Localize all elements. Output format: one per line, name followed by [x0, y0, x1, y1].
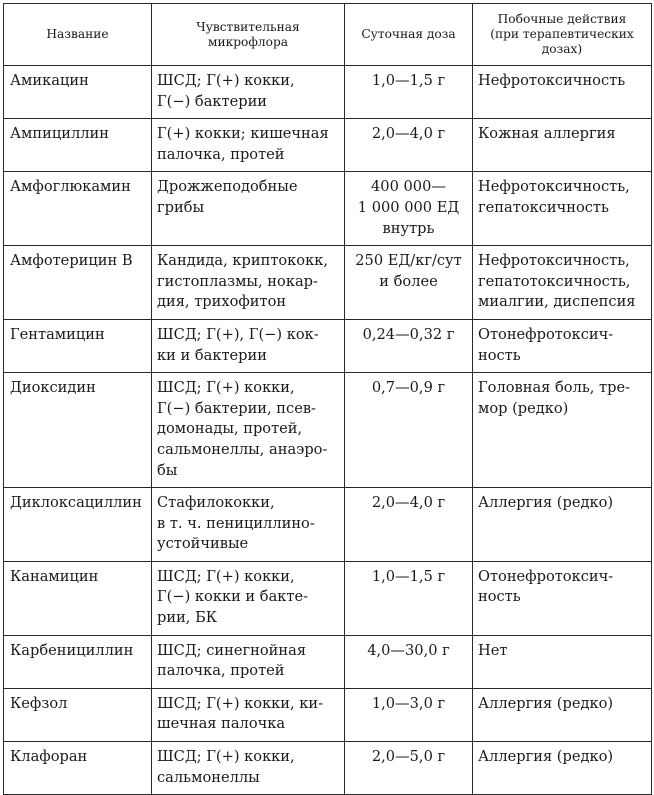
- side-effects-cell: [473, 319, 652, 372]
- cell-text-line: 2,0—4,0 г: [371, 125, 446, 143]
- side-effects-cell: [473, 119, 652, 172]
- microflora-cell: [152, 635, 345, 688]
- cell-text-line: Аллергия (редко): [478, 694, 614, 712]
- drug-name-cell: [4, 66, 152, 119]
- cell-text-line: 400 000—: [371, 178, 446, 196]
- cell-text-line: Нефротоксичность,: [478, 178, 630, 196]
- cell-text-line: 2,0—5,0 г: [371, 748, 446, 766]
- cell-text-line: 1 000 000 ЕД: [357, 198, 460, 216]
- drug-name-cell: [4, 172, 152, 246]
- table-row: [4, 66, 652, 119]
- cell-text-line: в т. ч. пенициллино-: [157, 514, 315, 532]
- cell-text-line: Г(−) бактерии, псев-: [157, 399, 316, 417]
- cell-text-line: Кожная аллергия: [478, 125, 616, 143]
- microflora-cell: [152, 119, 345, 172]
- daily-dose-cell: [345, 635, 473, 688]
- drug-name-cell: [4, 488, 152, 562]
- cell-text-line: 1,0—1,5 г: [371, 72, 446, 89]
- daily-dose-cell: [345, 488, 473, 562]
- table-row: [4, 119, 652, 172]
- cell-text-line: Карбенициллин: [10, 641, 134, 659]
- cell-text-line: шечная палочка: [157, 715, 286, 733]
- cell-text-line: ность: [478, 588, 521, 606]
- header-label-line: дозах): [541, 42, 583, 56]
- cell-text-line: Отонефротоксич-: [478, 567, 614, 585]
- cell-text-line: 4,0—30,0 г: [367, 641, 450, 659]
- cell-text-line: Канамицин: [10, 567, 99, 585]
- cell-text-line: палочка, протей: [157, 145, 285, 163]
- daily-dose-cell: [345, 373, 473, 488]
- cell-text-line: Нефротоксичность: [478, 72, 626, 89]
- cell-text-line: сальмонеллы, анаэро-: [157, 440, 328, 458]
- daily-dose-cell: [345, 561, 473, 635]
- microflora-cell: [152, 373, 345, 488]
- cell-text-line: Нефротоксичность,: [478, 252, 630, 270]
- table-row: [4, 172, 652, 246]
- table-row: [4, 488, 652, 562]
- side-effects-cell: [473, 373, 652, 488]
- cell-text-line: ШСД; Г(+) кокки, ки-: [157, 694, 324, 712]
- cell-text-line: Г(−) кокки и бакте-: [157, 588, 309, 606]
- cell-text-line: 1,0—1,5 г: [371, 567, 446, 585]
- drug-name-cell: [4, 688, 152, 741]
- table-row: [4, 742, 652, 795]
- header-label-line: (при терапевтических: [490, 27, 634, 41]
- drug-name-cell: [4, 319, 152, 372]
- cell-text-line: домонады, протей,: [157, 420, 303, 438]
- cell-text-line: бы: [157, 461, 178, 479]
- cell-text-line: Аллергия (редко): [478, 748, 614, 766]
- table-row: [4, 319, 652, 372]
- header-cell: [152, 4, 345, 66]
- cell-text-line: Амфотерицин В: [10, 252, 133, 270]
- cell-text-line: Г(−) бактерии: [157, 92, 268, 110]
- table-body: [4, 66, 652, 795]
- drug-name-cell: [4, 246, 152, 320]
- cell-text-line: Кефзол: [10, 694, 68, 712]
- cell-text-line: ШСД; Г(+) кокки,: [157, 72, 295, 89]
- microflora-cell: [152, 561, 345, 635]
- side-effects-cell: [473, 635, 652, 688]
- cell-text-line: ки и бактерии: [157, 346, 267, 364]
- cell-text-line: Ампициллин: [10, 125, 109, 143]
- antibiotics-table: [3, 3, 652, 795]
- daily-dose-cell: [345, 172, 473, 246]
- cell-text-line: Дрожжеподобные: [157, 178, 298, 196]
- cell-text-line: Гентамицин: [10, 325, 105, 343]
- table-row: [4, 373, 652, 488]
- drug-name-cell: [4, 561, 152, 635]
- daily-dose-cell: [345, 742, 473, 795]
- microflora-cell: [152, 246, 345, 320]
- daily-dose-cell: [345, 319, 473, 372]
- cell-text-line: миалгии, диспепсия: [478, 293, 636, 311]
- side-effects-cell: [473, 66, 652, 119]
- microflora-cell: [152, 66, 345, 119]
- cell-text-line: Клафоран: [10, 748, 88, 766]
- cell-text-line: Аллергия (редко): [478, 494, 614, 512]
- cell-text-line: 0,24—0,32 г: [362, 325, 455, 343]
- cell-text-line: ность: [478, 346, 521, 364]
- table-row: [4, 246, 652, 320]
- table-row: [4, 635, 652, 688]
- cell-text-line: Нет: [478, 641, 508, 659]
- cell-text-line: Г(+) кокки; кишечная: [157, 125, 329, 143]
- cell-text-line: Амфоглюкамин: [10, 178, 131, 196]
- header-cell: [473, 4, 652, 66]
- drug-name-cell: [4, 119, 152, 172]
- header-label-line: Название: [46, 27, 109, 41]
- cell-text-line: Кандида, криптококк,: [157, 252, 328, 270]
- cell-text-line: ШСД; Г(+) кокки,: [157, 567, 295, 585]
- cell-text-line: рии, БК: [157, 609, 218, 627]
- cell-text-line: Диоксидин: [10, 379, 96, 397]
- cell-text-line: внутрь: [382, 219, 435, 237]
- cell-text-line: 1,0—3,0 г: [371, 694, 446, 712]
- cell-text-line: Диклоксациллин: [10, 494, 142, 512]
- side-effects-cell: [473, 172, 652, 246]
- header-cell: [345, 4, 473, 66]
- cell-text-line: гепатотоксичность,: [478, 272, 631, 290]
- side-effects-cell: [473, 246, 652, 320]
- daily-dose-cell: [345, 119, 473, 172]
- cell-text-line: ШСД; синегнойная: [157, 641, 307, 659]
- cell-text-line: и более: [379, 272, 438, 290]
- daily-dose-cell: [345, 688, 473, 741]
- drug-name-cell: [4, 373, 152, 488]
- microflora-cell: [152, 172, 345, 246]
- header-label-line: Суточная доза: [361, 27, 456, 41]
- drug-name-cell: [4, 635, 152, 688]
- cell-text-line: дия, трихофитон: [157, 293, 287, 311]
- cell-text-line: 2,0—4,0 г: [371, 494, 446, 512]
- cell-text-line: мор (редко): [478, 399, 569, 417]
- daily-dose-cell: [345, 246, 473, 320]
- cell-text-line: сальмонеллы: [157, 768, 260, 786]
- cell-text-line: грибы: [157, 198, 205, 216]
- cell-text-line: Амикацин: [10, 72, 89, 89]
- side-effects-cell: [473, 488, 652, 562]
- microflora-cell: [152, 488, 345, 562]
- daily-dose-cell: [345, 66, 473, 119]
- microflora-cell: [152, 688, 345, 741]
- drug-name-cell: [4, 742, 152, 795]
- cell-text-line: 250 ЕД/кг/сут: [355, 252, 462, 270]
- header-cell: [4, 4, 152, 66]
- header-label-line: Чувствительная: [196, 19, 300, 34]
- cell-text-line: ШСД; Г(+), Г(−) кок-: [157, 325, 319, 343]
- cell-text-line: ШСД; Г(+) кокки,: [157, 748, 295, 766]
- cell-text-line: ШСД; Г(+) кокки,: [157, 379, 295, 397]
- cell-text-line: устойчивые: [157, 535, 249, 553]
- table-row: [4, 688, 652, 741]
- cell-text-line: гистоплазмы, нокар-: [157, 272, 318, 290]
- cell-text-line: Отонефротоксич-: [478, 325, 614, 343]
- cell-text-line: Головная боль, тре-: [478, 379, 631, 397]
- cell-text-line: Стафилококки,: [157, 494, 275, 512]
- cell-text-line: 0,7—0,9 г: [371, 379, 446, 397]
- microflora-cell: [152, 742, 345, 795]
- header-label-line: Побочные действия: [497, 12, 627, 26]
- cell-text-line: гепатоксичность: [478, 198, 609, 216]
- side-effects-cell: [473, 561, 652, 635]
- header-label-line: микрофлора: [207, 34, 289, 49]
- table-row: [4, 561, 652, 635]
- cell-text-line: палочка, протей: [157, 662, 285, 680]
- side-effects-cell: [473, 688, 652, 741]
- microflora-cell: [152, 319, 345, 372]
- header-row: [4, 4, 652, 66]
- side-effects-cell: [473, 742, 652, 795]
